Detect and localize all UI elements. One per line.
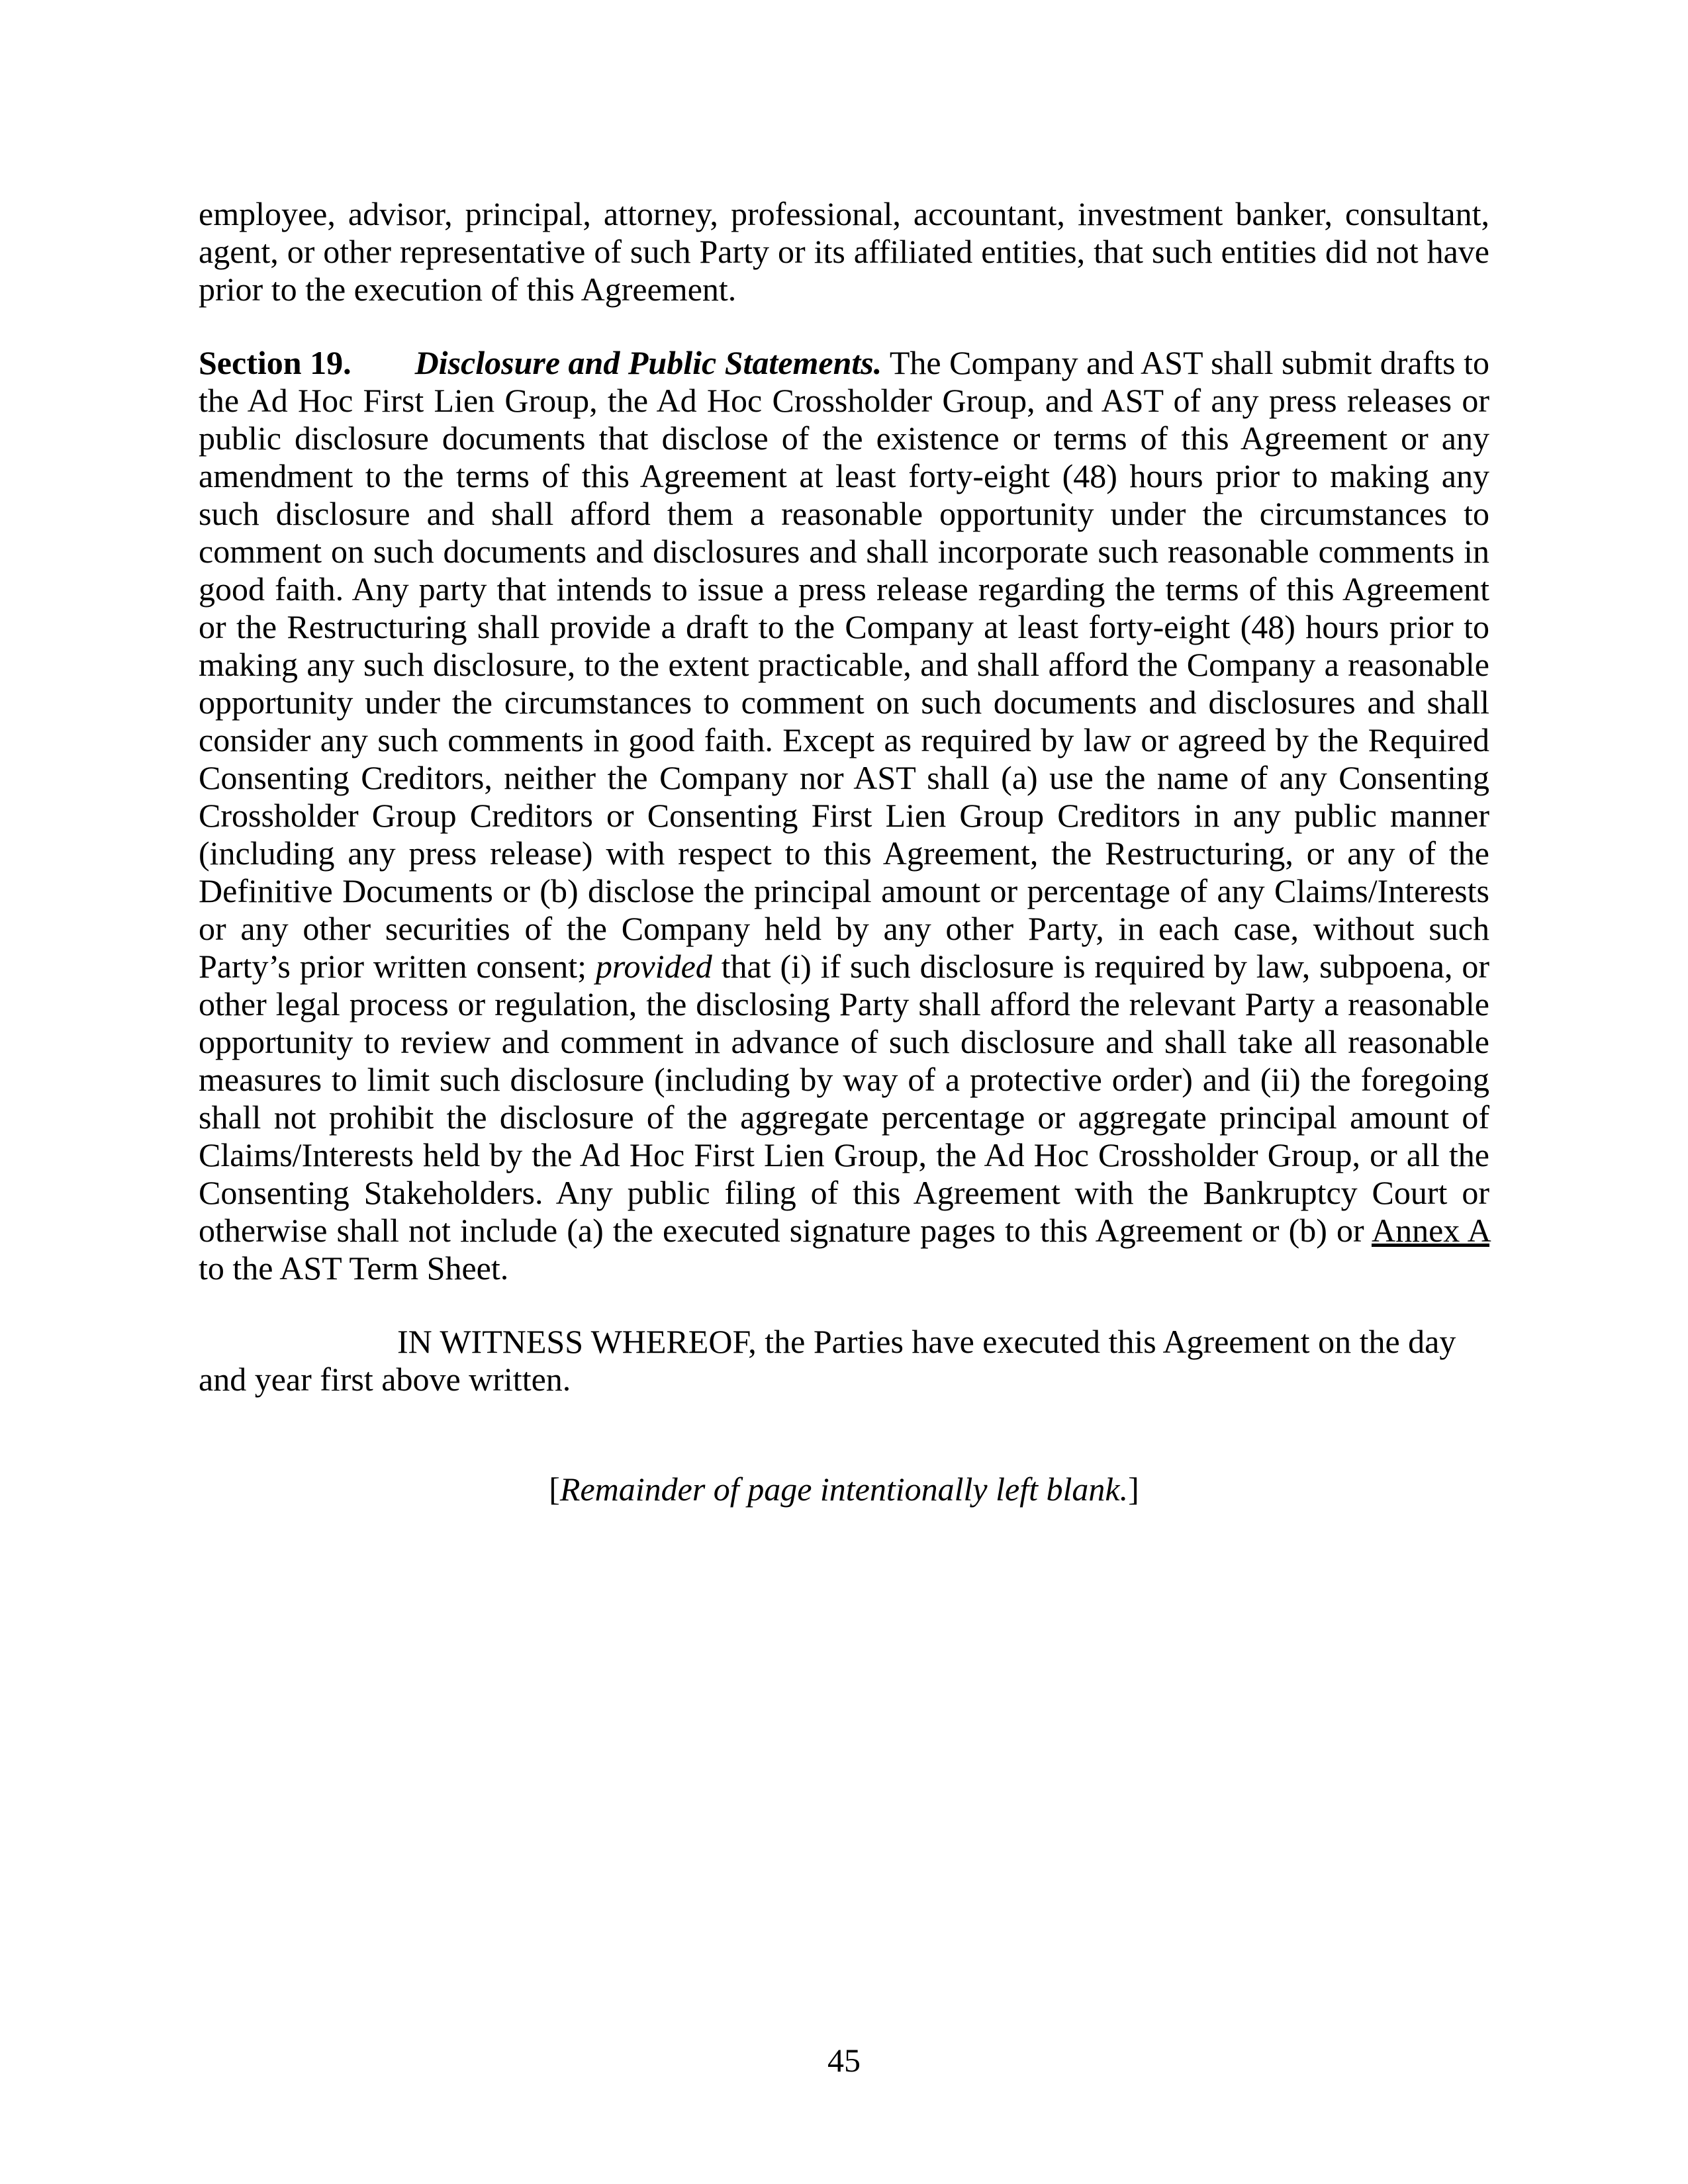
page-number: 45 [827,2042,861,2079]
section-text-part3: to the AST Term Sheet. [199,1250,509,1287]
witness-clause [199,1323,1489,1398]
document-body [199,195,1489,1508]
witness-line-1: IN WITNESS WHEREOF, the Parties have executed this Agreement on the day [397,1323,1456,1360]
section-text-part1: The Company and AST shall submit drafts to the Ad Hoc First Lien Group, the Ad Hoc Crossholder Group, and AST of any press releases or public disclosure documents that disclose of the existence or terms of this Agreement or any amendment to the terms of this Agreement at least forty-eight (48) hours prior to making any such disclosure and shall afford them a reasonable opportunity under the circumstances to comment on such documents and disclosures and shall incorporate such reasonable comments in good faith. Any party that intends to issue a press release regarding the terms of this Agreement or the Restructuring shall provide a draft to the Company at least forty-eight (48) hours prior to making any such disclosure, to the extent practicable, and shall afford the Company a reasonable opportunity under the circumstances to comment on such documents and disclosures and shall consider any such comments in good faith. Except as required by law or agreed by the Required Consenting Creditors, neither the Company nor AST shall (a) use the name of any Consenting Crossholder Group Creditors or Consenting First Lien Group Creditors in any public manner (including any press release) with respect to this Agreement, the Restructuring, or any of the Definitive Documents or (b) disclose the principal amount or percentage of any Claims/Interests or any other securities of the Company held by any other Party, in each case, without such Party’s prior written consent; [199,344,1489,985]
continuation-paragraph: employee, advisor, principal, attorney, professional, accountant, investment banker, consultant, agent, or other representative of such Party or its affiliated entities, that such entities did not have prior to the execution of this Agreement. [199,195,1489,308]
remainder-note [199,1471,1489,1508]
section-number: Section 19. [199,344,352,381]
section-19-paragraph [199,344,1489,1287]
remainder-text: Remainder of page intentionally left blank. [559,1471,1129,1508]
annex-a-reference: Annex A [1372,1212,1489,1249]
section-text-part2: that (i) if such disclosure is required by law, subpoena, or other legal process or regulation, the disclosing Party shall afford the relevant Party a reasonable opportunity to review and comment in advance of such disclosure and shall take all reasonable measures to limit such disclosure (including by way of a protective order) and (ii) the foregoing shall not prohibit the disclosure of the aggregate percentage or aggregate principal amount of Claims/Interests held by the Ad Hoc First Lien Group, the Ad Hoc Crossholder Group, or all the Consenting Stakeholders. Any public filing of this Agreement with the Bankruptcy Court or otherwise shall not include (a) the executed signature pages to this Agreement or (b) or [199,948,1489,1249]
remainder-open-bracket: [ [549,1471,560,1508]
section-title: Disclosure and Public Statements. [414,344,882,381]
provided-term: provided [595,948,712,985]
remainder-close-bracket: ] [1128,1471,1139,1508]
witness-line-2: and year first above written. [199,1361,571,1398]
